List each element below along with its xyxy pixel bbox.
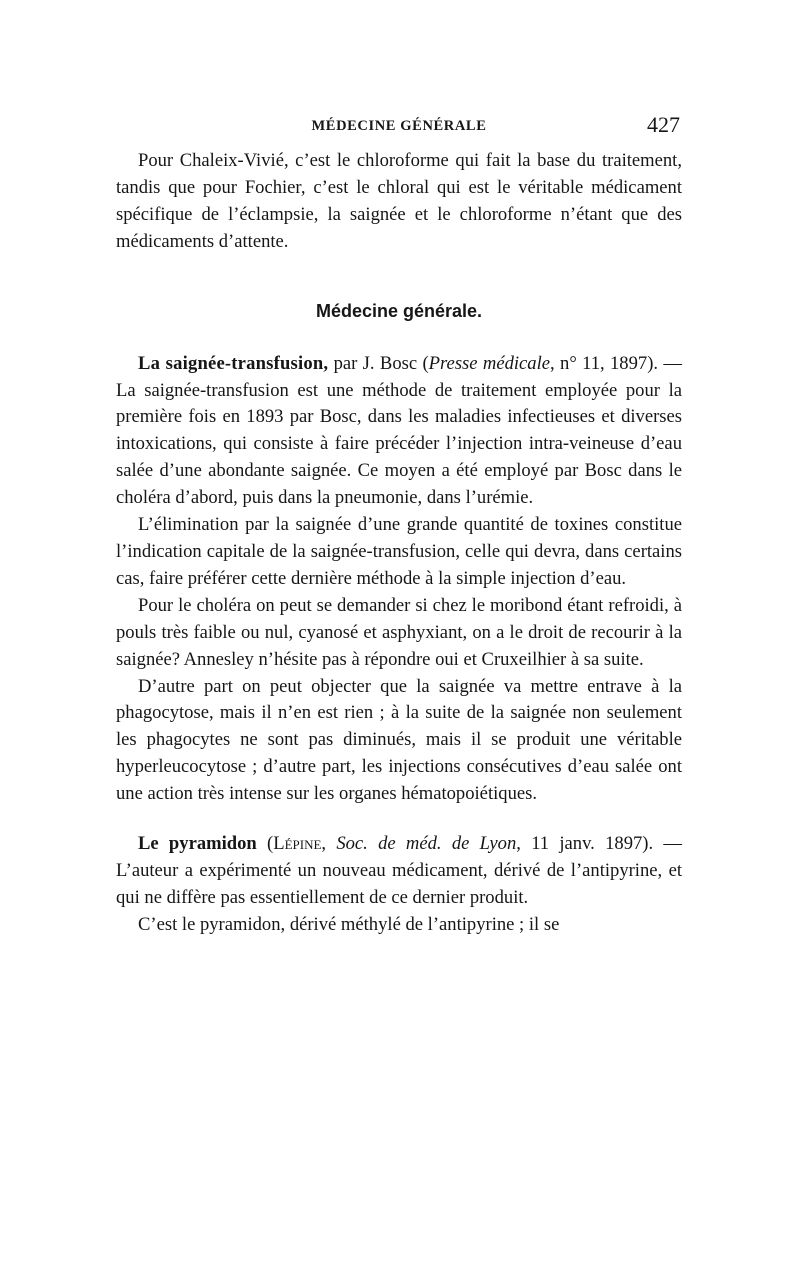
article-paragraph: D’autre part on peut objecter que la saignée va mettre entrave à la phagocytose, mais il n’en est rien ; à la suite de la saignée non seulement les phagocytes ne sont pas diminués, mais il se produit une véritable hyperleucocytose ; d’autre part, les injections consécutives d’eau salée ont une action très intense sur les organes hématopoiétiques. [116,675,682,805]
article-pyramidon [116,831,682,939]
article-lead-text: — La saignée-transfusion est une méthode de traitement employée pour la première fois en 1893 par Bosc, dans les maladies infectieuses et diverses intoxications, qui consiste à faire précéder l’injection intra-veineuse d’eau salée d’une abondante saignée. Ce moyen a été employé par Bosc dans le choléra d’abord, puis dans la pneumonie, dans l’urémie. [116,352,682,509]
section-heading: Médecine générale. [315,300,483,321]
article-citation: , 11 janv. 1897). [516,833,654,855]
article-journal: Soc. de méd. de Lyon [336,833,517,855]
article-author: par J. Bosc ( [328,352,429,374]
article-citation: , n° 11, 1897). [550,352,659,374]
article-author: Lépine [273,833,322,855]
article-paragraph: C’est le pyramidon, dérivé méthylé de l’antipyrine ; il se [138,913,560,935]
article-lead-text: — L’auteur a expérimenté un nouveau médicament, dérivé de l’antipyrine, et qui ne diffère pas essentiellement de ce dernier produit. [116,833,683,908]
article-citation-open: ( [256,833,274,855]
article-citation-sep: , [321,833,337,855]
article-title: Le pyramidon [138,833,257,855]
article-paragraph: Pour le choléra on peut se demander si chez le moribond étant refroidi, à pouls très faible ou nul, cyanosé et asphyxiant, on a le droit de recourir à la saignée? Annesley n’hésite pas à répondre oui et Cruxeilhier à sa suite. [116,594,682,670]
article-title: La saignée-transfusion, [138,352,329,374]
page-number: 427 [647,112,680,137]
book-page [116,112,682,939]
article-paragraph: L’élimination par la saignée d’une grande quantité de toxines constitue l’indication capitale de la saignée-transfusion, celle qui devra, dans certains cas, faire préférer cette dernière méthode à la simple injection d’eau. [116,514,682,589]
article-lead-paragraph [116,831,682,912]
article-lead-paragraph [116,351,682,512]
running-header [116,112,682,148]
article-saignee-transfusion [116,351,682,808]
running-title: MÉDECINE GÉNÉRALE [311,118,487,134]
intro-paragraph: Pour Chaleix-Vivié, c’est le chloroforme qui fait la base du traitement, tandis que pour Fochier, c’est le chloral qui est le véritable médicament spécifique de l’éclampsie, la saignée et le chloroforme n’étant que des médicaments d’attente. [116,150,682,252]
article-journal: Presse médicale [428,352,551,374]
